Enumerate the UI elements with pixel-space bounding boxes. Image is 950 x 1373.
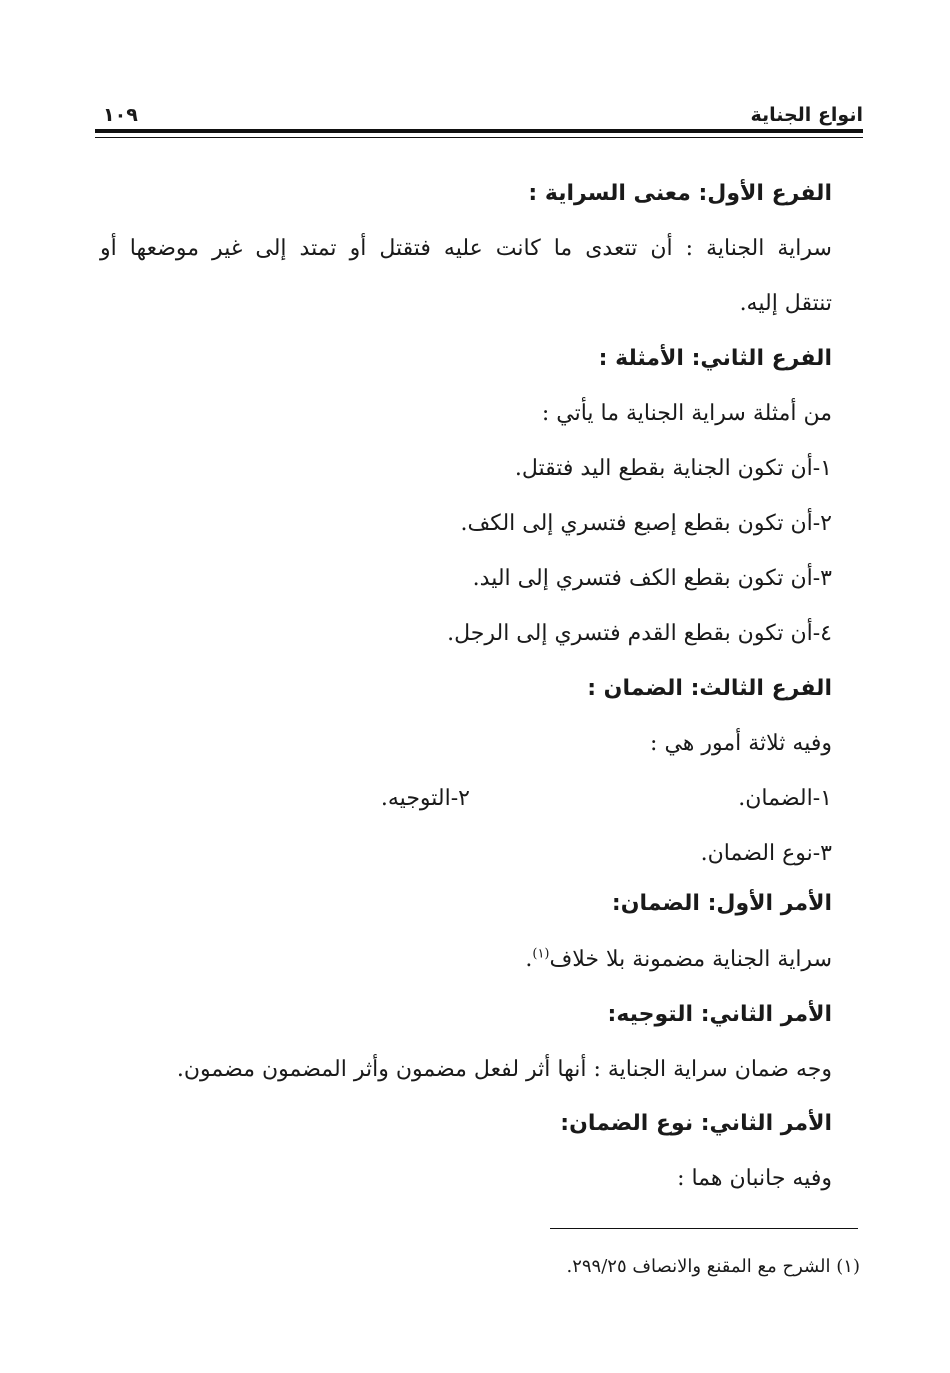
matter2-heading: الأمر الثاني: التوجيه: [607,1002,832,1027]
example-item: ١-أن تكون الجناية بقطع اليد فتقتل. [514,456,832,481]
matter1-heading: الأمر الأول: الضمان: [611,891,832,916]
section3-heading: الفرع الثالث: الضمان : [587,676,832,701]
section1-definition-line2: تنتقل إليه. [739,291,832,316]
section2-heading: الفرع الثاني: الأمثلة : [598,346,832,371]
matter3-heading: الأمر الثاني: نوع الضمان: [560,1111,832,1136]
header-rule-thin [95,137,863,138]
matter2-text: وجه ضمان سراية الجناية : أنها أثر لفعل مضمون وأثر المضمون مضمون. [176,1057,832,1082]
matter3-text: وفيه جانبان هما : [677,1166,832,1191]
footnote-reference: (١) [532,946,550,962]
example-item: ٤-أن تكون بقطع القدم فتسري إلى الرجل. [447,621,832,646]
page-number: ١٠٩ [103,104,138,126]
section3-intro: وفيه ثلاثة أمور هي : [650,731,832,756]
footnote: (١) الشرح مع المقنع والانصاف ٢٩٩/٢٥. [566,1256,860,1277]
matters-list-item: ٣-نوع الضمان. [700,841,832,866]
section1-definition-line1: سراية الجناية : أن تتعدى ما كانت عليه فتقتل أو تمتد إلى غير موضعها أو [100,236,832,261]
example-item: ٣-أن تكون بقطع الكف فتسري إلى اليد. [472,566,832,591]
example-item: ٢-أن تكون بقطع إصبع فتسري إلى الكف. [460,511,832,536]
header-rule-thick [95,129,863,133]
matter1-text-end: . [525,947,533,972]
matters-list-item: ٢-التوجيه. [380,786,470,811]
matter1-text [525,942,832,978]
footnote-rule [550,1228,858,1229]
running-header-title: انواع الجناية [750,104,863,126]
matter1-text-body: سراية الجناية مضمونة بلا خلاف [549,947,832,972]
section1-heading: الفرع الأول: معنى السراية : [528,181,832,206]
matters-list-item: ١-الضمان. [738,786,832,811]
section2-intro: من أمثلة سراية الجناية ما يأتي : [541,401,832,426]
